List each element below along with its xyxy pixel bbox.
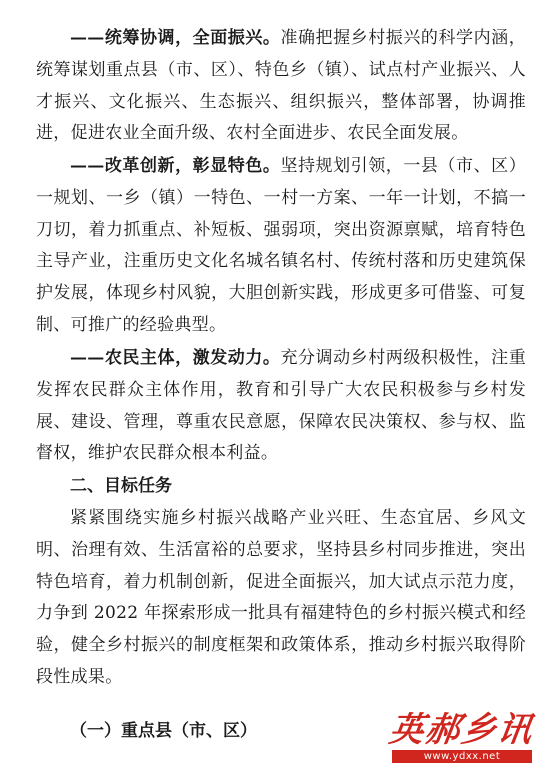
paragraph-body: 充分调动乡村两级积极性，注重发挥农民群众主体作用，教育和引导广大农民积极参与乡村发展、建设、管理，尊重农民意愿，保障农民决策权、参与权、监督权，维护农民群众根本利益。 xyxy=(36,348,526,464)
paragraph-lead: ——统筹协调，全面振兴。 xyxy=(70,28,281,48)
subsection-heading: （一）重点县（市、区） xyxy=(70,721,257,741)
paragraph-coordination xyxy=(36,23,526,150)
paragraph-farmers xyxy=(36,343,526,470)
paragraph-lead: ——改革创新，彰显特色。 xyxy=(70,156,281,176)
watermark-logo xyxy=(386,710,540,763)
watermark-brand: 英郝乡讯 xyxy=(386,710,537,750)
paragraph-body: 坚持规划引领，一县（市、区）一规划、一乡（镇）一特色、一村一方案、一年一计划，不搞一刀切，着力抓重点、补短板、强弱项，突出资源禀赋，培育特色主导产业，注重历史文化名城名镇名村、传统村落和历史建筑保护发展，体现乡村风貌，大胆创新实践，形成更多可借鉴、可复制、可推广的经验典型。 xyxy=(36,156,526,335)
watermark-url: www.ydxx.net xyxy=(392,750,532,763)
paragraph-lead: ——农民主体，激发动力。 xyxy=(70,348,281,368)
section-paragraph: 紧紧围绕实施乡村振兴战略产业兴旺、生态宜居、乡风文明、治理有效、生活富裕的总要求，坚持县乡村同步推进，突出特色培育，着力机制创新，促进全面振兴，加大试点示范力度，力争到 2022 年探索形成一批具有福建特色的乡村振兴模式和经验，健全乡村振兴的制度框架和政策体系，推动乡村振兴取得阶段性成果。 xyxy=(36,508,526,687)
paragraph-body: 准确把握乡村振兴的科学内涵，统筹谋划重点县（市、区）、特色乡（镇）、试点村产业振兴、人才振兴、文化振兴、生态振兴、组织振兴，整体部署，协调推进，促进农业全面升级、农村全面进步、农民全面发展。 xyxy=(36,28,526,144)
paragraph-reform xyxy=(36,151,526,342)
section-heading: 二、目标任务 xyxy=(70,476,172,496)
